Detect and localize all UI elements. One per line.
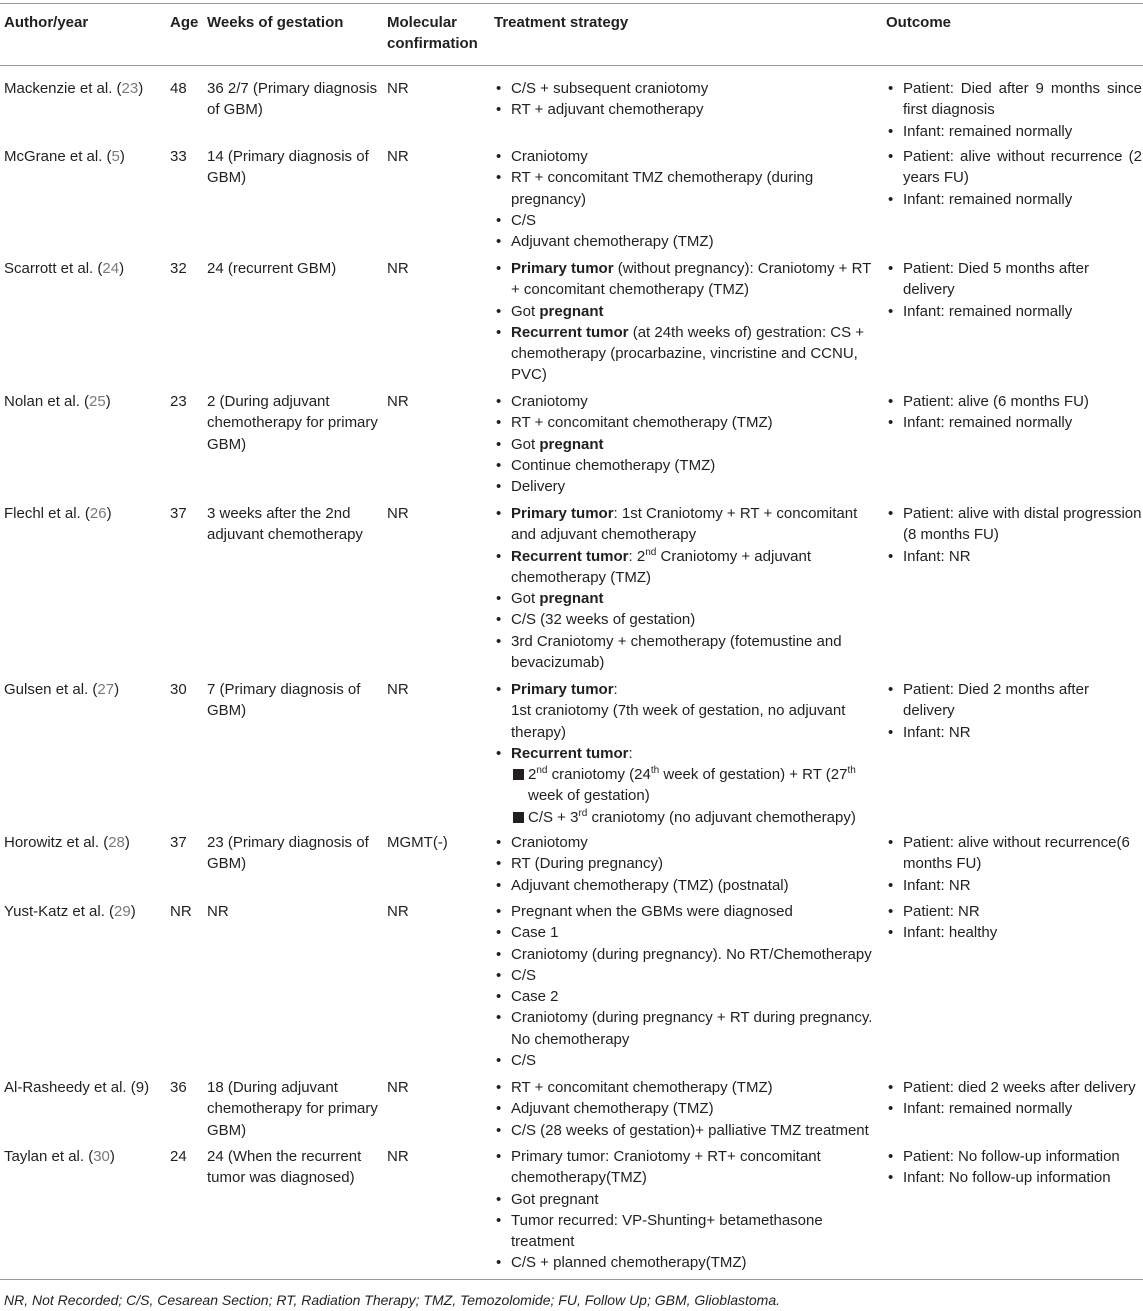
- author-cell: Flechl et al. (26): [4, 505, 112, 522]
- list-item: • Craniotomy: [494, 391, 880, 412]
- molecular-cell: NR: [387, 1148, 409, 1165]
- age-cell: 37: [170, 505, 187, 522]
- header-author: Author/year: [4, 14, 89, 31]
- treatment-list: [494, 391, 880, 497]
- age-cell: 48: [170, 80, 187, 97]
- weeks-cell: NR: [207, 903, 229, 920]
- list-item: • Recurrent tumor (at 24th weeks of) gestration: CS + chemotherapy (procarbazine, vincristine and CCNU, PVC): [494, 322, 880, 386]
- outcome-list: [886, 146, 1142, 210]
- reference-link[interactable]: 24: [102, 260, 120, 277]
- list-item: • RT (During pregnancy): [494, 853, 880, 874]
- list-item: • RT + adjuvant chemotherapy: [494, 99, 880, 120]
- header-molecular: [387, 12, 487, 54]
- list-item: • Infant: remained normally: [886, 412, 1142, 433]
- top-rule: [0, 3, 1143, 4]
- outcome-list: [886, 258, 1142, 322]
- list-item: • Primary tumor: 1st craniotomy (7th week of gestation, no adjuvant therapy): [494, 679, 880, 743]
- treatment-list: [494, 146, 880, 252]
- reference-link[interactable]: 5: [111, 148, 120, 165]
- list-item: • RT + concomitant chemotherapy (TMZ): [494, 1077, 880, 1098]
- list-item: • Patient: alive without recurrence(6 months FU): [886, 832, 1142, 875]
- outcome-list: [886, 832, 1142, 896]
- list-item: • Got pregnant: [494, 588, 880, 609]
- list-item: • 3rd Craniotomy + chemotherapy (fotemustine and bevacizumab): [494, 631, 880, 674]
- author-cell: Yust-Katz et al. (29): [4, 903, 136, 920]
- author-cell: Mackenzie et al. (23): [4, 80, 144, 97]
- table-footnote: NR, Not Recorded; C/S, Cesarean Section; RT, Radiation Therapy; TMZ, Temozolomide; FU, Follow Up; GBM, Glioblastoma.: [4, 1292, 781, 1308]
- list-item: • Patient: alive with distal progression (8 months FU): [886, 503, 1142, 546]
- reference-link[interactable]: 25: [89, 393, 106, 410]
- list-item: • Craniotomy (during pregnancy + RT during pregnancy. No chemotherapy: [494, 1007, 880, 1050]
- molecular-cell: NR: [387, 681, 409, 698]
- list-item: • Got pregnant: [494, 434, 880, 455]
- reference-link[interactable]: 23: [121, 80, 139, 97]
- list-item: • Infant: remained normally: [886, 121, 1142, 142]
- outcome-list: [886, 78, 1142, 142]
- age-cell: 36: [170, 1079, 187, 1096]
- header-weeks: Weeks of gestation: [207, 14, 344, 31]
- list-item: • Continue chemotherapy (TMZ): [494, 455, 880, 476]
- author-cell: Gulsen et al. (27): [4, 681, 120, 698]
- author-cell: Scarrott et al. (24): [4, 260, 125, 277]
- outcome-list: [886, 1077, 1142, 1120]
- author-cell: Horowitz et al. (28): [4, 834, 130, 851]
- treatment-list: [494, 1146, 880, 1274]
- treatment-list: [494, 503, 880, 673]
- weeks-cell: 2 (During adjuvant chemotherapy for primary GBM): [207, 393, 378, 453]
- list-item: • Infant: remained normally: [886, 1098, 1142, 1119]
- treatment-list: [494, 679, 880, 828]
- sub-list: [511, 764, 880, 828]
- list-item: • Craniotomy (during pregnancy). No RT/Chemotherapy: [494, 944, 880, 965]
- author-cell: Al-Rasheedy et al. (9): [4, 1079, 150, 1096]
- molecular-cell: NR: [387, 903, 409, 920]
- list-item: • C/S (32 weeks of gestation): [494, 609, 880, 630]
- list-item: • Got pregnant: [494, 1189, 880, 1210]
- reference-link[interactable]: 28: [108, 834, 125, 851]
- age-cell: NR: [170, 903, 192, 920]
- list-item: • Primary tumor: Craniotomy + RT+ concomitant chemotherapy(TMZ): [494, 1146, 880, 1189]
- age-cell: 37: [170, 834, 187, 851]
- reference-link[interactable]: 26: [89, 505, 107, 522]
- list-item: • RT + concomitant chemotherapy (TMZ): [494, 412, 880, 433]
- list-item: • C/S: [494, 210, 880, 231]
- age-cell: 30: [170, 681, 187, 698]
- list-item: • Adjuvant chemotherapy (TMZ) (postnatal): [494, 875, 880, 896]
- list-item: • Recurrent tumor: 2nd Craniotomy + adjuvant chemotherapy (TMZ): [494, 546, 880, 589]
- list-item: • Craniotomy: [494, 146, 880, 167]
- list-item: • Recurrent tumor: 2nd craniotomy (24th week of gestation) + RT (27th week of gestation) C/S + 3rd craniotomy (no adjuvant chemotherapy): [494, 743, 880, 828]
- author-cell: Taylan et al. (30): [4, 1148, 115, 1165]
- list-item: • Infant: remained normally: [886, 189, 1142, 210]
- outcome-list: [886, 391, 1142, 434]
- outcome-list: [886, 1146, 1142, 1189]
- list-item: • RT + concomitant TMZ chemotherapy (during pregnancy): [494, 167, 880, 210]
- list-item: • Craniotomy: [494, 832, 880, 853]
- weeks-cell: 23 (Primary diagnosis of GBM): [207, 834, 369, 873]
- list-item: • Patient: Died after 9 months since first diagnosis: [886, 78, 1142, 121]
- list-item: • Pregnant when the GBMs were diagnosed: [494, 901, 880, 922]
- bottom-rule: [0, 1279, 1143, 1280]
- list-item: • Patient: NR: [886, 901, 1142, 922]
- age-cell: 23: [170, 393, 187, 410]
- outcome-list: [886, 503, 1142, 567]
- list-item: • C/S: [494, 965, 880, 986]
- list-item: • Patient: alive without recurrence (2 years FU): [886, 146, 1142, 189]
- molecular-cell: NR: [387, 260, 409, 277]
- list-item: • Infant: NR: [886, 875, 1142, 896]
- weeks-cell: 24 (When the recurrent tumor was diagnosed): [207, 1148, 362, 1187]
- molecular-cell: NR: [387, 505, 409, 522]
- list-item: • Patient: died 2 weeks after delivery: [886, 1077, 1142, 1098]
- age-cell: 33: [170, 148, 187, 165]
- treatment-list: [494, 1077, 880, 1141]
- list-item: • Patient: Died 5 months after delivery: [886, 258, 1142, 301]
- list-item: • Infant: NR: [886, 722, 1142, 743]
- treatment-list: [494, 78, 880, 121]
- author-cell: McGrane et al. (5): [4, 148, 125, 165]
- weeks-cell: 14 (Primary diagnosis of GBM): [207, 148, 369, 187]
- molecular-cell: NR: [387, 148, 409, 165]
- list-item: • C/S + subsequent craniotomy: [494, 78, 880, 99]
- header-molecular-line1: Molecular: [387, 14, 458, 31]
- header-treatment: Treatment strategy: [494, 14, 629, 31]
- list-item: • Got pregnant: [494, 301, 880, 322]
- reference-link[interactable]: 29: [114, 903, 131, 920]
- list-item: • Infant: No follow-up information: [886, 1167, 1142, 1188]
- age-cell: 24: [170, 1148, 187, 1165]
- list-item: • Infant: remained normally: [886, 301, 1142, 322]
- molecular-cell: MGMT(-): [387, 834, 448, 851]
- treatment-list: [494, 901, 880, 1071]
- treatment-list: [494, 832, 880, 896]
- outcome-list: [886, 679, 1142, 743]
- list-item: 2nd craniotomy (24th week of gestation) + RT (27th week of gestation): [511, 764, 880, 807]
- list-item: • Primary tumor (without pregnancy): Craniotomy + RT + concomitant chemotherapy (TMZ): [494, 258, 880, 301]
- list-item: • Patient: Died 2 months after delivery: [886, 679, 1142, 722]
- molecular-cell: NR: [387, 80, 409, 97]
- outcome-list: [886, 901, 1142, 944]
- header-molecular-line2: confirmation: [387, 35, 478, 52]
- weeks-cell: 3 weeks after the 2nd adjuvant chemotherapy: [207, 505, 363, 544]
- molecular-cell: NR: [387, 1079, 409, 1096]
- list-item: • C/S (28 weeks of gestation)+ palliative TMZ treatment: [494, 1120, 880, 1141]
- weeks-cell: 18 (During adjuvant chemotherapy for primary GBM): [207, 1079, 378, 1139]
- list-item: • Adjuvant chemotherapy (TMZ): [494, 1098, 880, 1119]
- list-item: • Patient: alive (6 months FU): [886, 391, 1142, 412]
- reference-link[interactable]: 30: [93, 1148, 110, 1165]
- list-item: • Adjuvant chemotherapy (TMZ): [494, 231, 880, 252]
- list-item: • Infant: healthy: [886, 922, 1142, 943]
- molecular-cell: NR: [387, 393, 409, 410]
- header-age: Age: [170, 14, 199, 31]
- age-cell: 32: [170, 260, 187, 277]
- author-cell: Nolan et al. (25): [4, 393, 111, 410]
- list-item: • Case 2: [494, 986, 880, 1007]
- list-item: • Primary tumor: 1st Craniotomy + RT + concomitant and adjuvant chemotherapy: [494, 503, 880, 546]
- list-item: • Case 1: [494, 922, 880, 943]
- list-item: • C/S: [494, 1050, 880, 1071]
- header-outcome: Outcome: [886, 14, 952, 31]
- treatment-list: [494, 258, 880, 386]
- reference-link[interactable]: 27: [97, 681, 115, 698]
- list-item: C/S + 3rd craniotomy (no adjuvant chemotherapy): [511, 807, 880, 828]
- header-rule: [0, 65, 1143, 66]
- list-item: • Delivery: [494, 476, 880, 497]
- weeks-cell: 7 (Primary diagnosis of GBM): [207, 681, 361, 720]
- list-item: • Tumor recurred: VP-Shunting+ betamethasone treatment: [494, 1210, 880, 1253]
- list-item: • C/S + planned chemotherapy(TMZ): [494, 1252, 880, 1273]
- list-item: • Infant: NR: [886, 546, 1142, 567]
- list-item: • Patient: No follow-up information: [886, 1146, 1142, 1167]
- weeks-cell: 36 2/7 (Primary diagnosis of GBM): [207, 80, 378, 119]
- weeks-cell: 24 (recurrent GBM): [207, 260, 337, 277]
